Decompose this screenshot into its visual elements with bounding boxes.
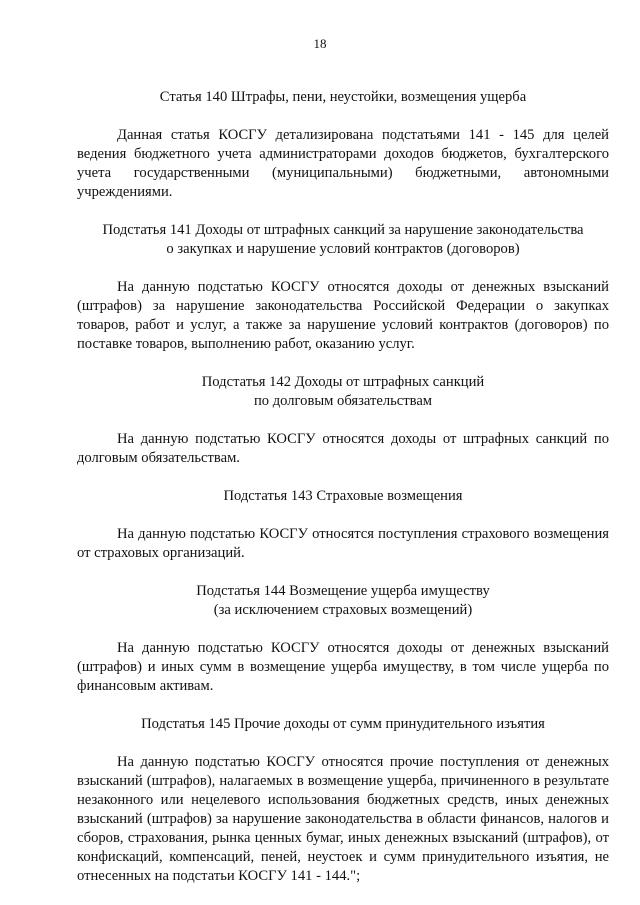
heading-line: (за исключением страховых возмещений) [213,602,473,618]
section-heading [77,487,609,506]
section-paragraph: На данную подстатью КОСГУ относятся доходы от штрафных санкций по долговым обязательствам. [77,431,609,466]
section-paragraph: На данную подстатью КОСГУ относятся поступления страхового возмещения от страховых организаций. [77,526,609,561]
section-heading [77,221,609,259]
heading-line: Подстатья 141 Доходы от штрафных санкций за нарушение законодательства [102,222,584,238]
section-heading [77,715,609,734]
heading-line: Подстатья 143 Страховые возмещения [223,488,463,504]
document-body [77,88,609,886]
section-heading [77,88,609,107]
page-number: 18 [313,36,327,51]
section-144 [77,582,609,715]
section-paragraph: На данную подстатью КОСГУ относятся доходы от денежных взысканий (штрафов) за нарушение законодательства Российской Федерации о закупках товаров, работ и услуг, а также за нарушение условий контрактов (договоров) по поставке товаров, выполнению работ, оказанию услуг. [77,279,609,352]
section-145 [77,715,609,886]
section-heading [77,373,609,411]
heading-line: по долговым обязательствам [253,393,433,409]
section-heading [77,582,609,620]
section-paragraph: На данную подстатью КОСГУ относятся прочие поступления от денежных взысканий (штрафов), налагаемых в возмещение ущерба, причиненного в результате незаконного или нецелевого использования бюджетных средств, иных денежных взысканий (штрафов) за нарушение законодательства в области финансов, налогов и сборов, страхования, рынка ценных бумаг, иных денежных взысканий (штрафов), от конфискаций, компенсаций, пеней, неустоек и сумм принудительного изъятия, не отнесенных на подстатьи КОСГУ 141 - 144."; [77,754,609,884]
section-140 [77,88,609,221]
heading-line: о закупках и нарушение условий контрактов (договоров) [166,241,520,257]
section-paragraph: На данную подстатью КОСГУ относятся доходы от денежных взысканий (штрафов) и иных сумм в возмещение ущерба имуществу, в том числе ущерба по финансовым активам. [77,640,609,694]
heading-line: Подстатья 145 Прочие доходы от сумм принудительного изъятия [141,716,545,732]
heading-line: Статья 140 Штрафы, пени, неустойки, возмещения ущерба [159,89,527,105]
section-141 [77,221,609,373]
section-143 [77,487,609,582]
section-142 [77,373,609,487]
heading-line: Подстатья 144 Возмещение ущерба имуществу [196,583,490,599]
heading-line: Подстатья 142 Доходы от штрафных санкций [201,374,485,390]
section-paragraph: Данная статья КОСГУ детализирована подстатьями 141 - 145 для целей ведения бюджетного учета администраторами доходов бюджетов, бухгалтерского учета государственными (муниципальными) бюджетными, автономными учреждениями. [77,127,609,200]
